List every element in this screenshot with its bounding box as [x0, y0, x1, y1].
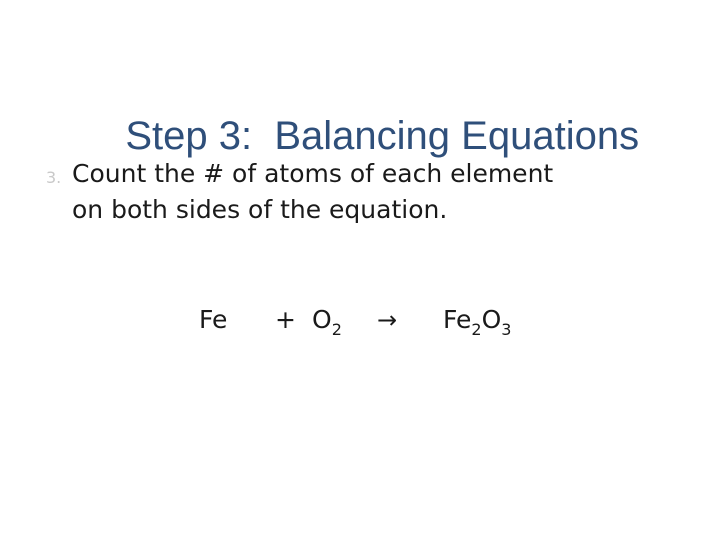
plus-sign: +: [275, 305, 296, 334]
reaction-arrow-icon: →: [377, 306, 398, 334]
reactant-fe: Fe: [199, 305, 228, 334]
chemical-equation: [0, 300, 720, 340]
body-text: [72, 156, 672, 228]
slide-title-text: Step 3: Balancing Equations: [125, 114, 640, 158]
body-line-1: Count the # of atoms of each element: [72, 159, 554, 188]
reactant-o2-subscript: 2: [331, 320, 342, 339]
body-line-2: on both sides of the equation.: [72, 195, 448, 224]
product-fe-subscript: 2: [471, 320, 482, 339]
list-item-number: 3.: [46, 168, 62, 187]
product-o-symbol: O: [481, 305, 502, 334]
product-fe2o3: [443, 300, 511, 343]
product-o-subscript: 3: [501, 320, 512, 339]
reactant-o2: [312, 300, 342, 343]
reactant-o2-symbol: O: [312, 305, 332, 334]
product-fe-symbol: Fe: [443, 305, 472, 334]
